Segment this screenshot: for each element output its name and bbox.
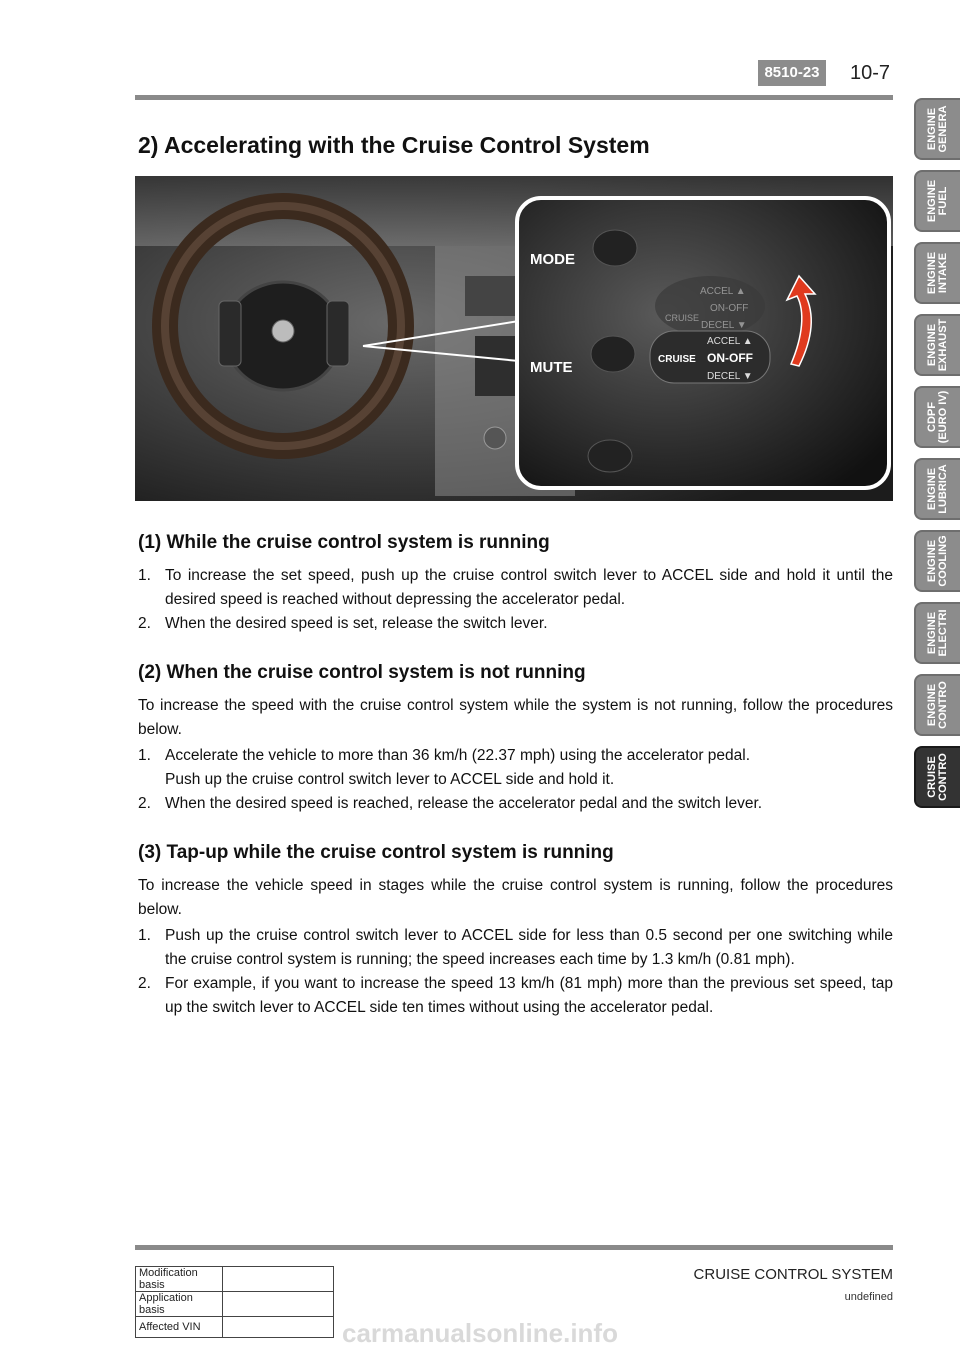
mute-label: MUTE — [530, 359, 573, 376]
section-heading: (1) While the cruise control system is running — [138, 532, 550, 553]
table-value — [223, 1292, 334, 1317]
tab-engine-cooling[interactable] — [914, 530, 960, 592]
list-item: 1. To increase the set speed, push up the cruise control switch lever to ACCEL side and hold it until the desired speed is reached without depressing the accelerator pedal. — [138, 567, 893, 608]
page-number: 10-7 — [850, 62, 891, 84]
tab-engine-control[interactable] — [914, 674, 960, 736]
lower-button — [588, 440, 632, 472]
step-list — [138, 744, 893, 816]
tab-label: ENGINE COOLING — [926, 535, 949, 587]
tab-engine-fuel[interactable] — [914, 170, 960, 232]
lower-lever-onoff: ON-OFF — [707, 351, 753, 365]
tab-label: ENGINE EXHAUST — [926, 318, 949, 372]
list-item: 2. When the desired speed is reached, release the accelerator pedal and the switch lever. — [138, 795, 763, 812]
list-item: 1. Accelerate the vehicle to more than 36 km/h (22.37 mph) using the accelerator pedal. Push up the cruise control switch lever to ACCEL side and hold it. — [138, 747, 751, 788]
footer-rule — [135, 1245, 893, 1250]
content — [138, 532, 893, 1046]
mode-label: MODE — [530, 251, 575, 268]
upper-lever-cruise: CRUISE — [665, 313, 700, 323]
mode-button — [593, 230, 637, 266]
section-intro: To increase the vehicle speed in stages while the cruise control system is running, follow the procedures below. — [138, 877, 893, 918]
section-tap-up — [138, 842, 893, 1020]
cruise-control-photo — [135, 176, 893, 501]
list-item: 1. Push up the cruise control switch lever to ACCEL side for less than 0.5 second per one switching while the cruise control system is running; the speed increases each time by 1.3 km/h (0.81 mph). — [138, 927, 893, 968]
lower-lever-decel: DECEL ▼ — [707, 371, 753, 382]
watermark: carmanualsonline.info — [342, 1318, 618, 1348]
tab-label: ENGINE INTAKE — [926, 251, 949, 295]
tab-engine-intake[interactable] — [914, 242, 960, 304]
step-list — [138, 924, 893, 1020]
header-rule — [135, 95, 893, 100]
tab-label: ENGINE CONTRO — [926, 681, 949, 729]
upper-lever-accel: ACCEL ▲ — [700, 286, 746, 297]
tab-engine-lubrication[interactable] — [914, 458, 960, 520]
tab-engine-electrical[interactable] — [914, 602, 960, 664]
section-not-running — [138, 662, 893, 816]
table-row — [136, 1292, 334, 1317]
tab-label: CDPF (EURO IV) — [926, 390, 949, 444]
section-intro: To increase the speed with the cruise control system while the system is not running, follow the procedures below. — [138, 697, 893, 738]
table-key: Affected VIN — [136, 1317, 223, 1338]
tab-engine-exhaust[interactable] — [914, 314, 960, 376]
table-value — [223, 1267, 334, 1292]
right-switch-cluster — [327, 301, 349, 366]
section-heading: (2) When the cruise control system is not running — [138, 662, 586, 683]
tab-label: ENGINE GENERA — [926, 105, 949, 153]
footer-title: CRUISE CONTROL SYSTEM — [693, 1266, 893, 1283]
tab-label: ENGINE LUBRICA — [926, 464, 949, 514]
page-title: 2) Accelerating with the Cruise Control System — [138, 132, 650, 158]
upper-lever-onoff: ON-OFF — [710, 303, 749, 314]
tab-cruise-control[interactable] — [914, 746, 960, 808]
step-list — [138, 564, 893, 636]
table-key: Modification basis — [136, 1267, 223, 1292]
lower-lever-cruise: CRUISE — [658, 354, 696, 365]
section-heading: (3) Tap-up while the cruise control system is running — [138, 842, 614, 863]
upper-lever-decel: DECEL ▼ — [701, 320, 747, 331]
lower-lever-accel: ACCEL ▲ — [707, 336, 753, 347]
brand-emblem — [272, 320, 294, 342]
section-running — [138, 532, 893, 636]
tab-label: CRUISE CONTRO — [926, 753, 949, 801]
section-code-badge: 8510-23 — [758, 60, 826, 86]
left-switch-cluster — [219, 301, 241, 366]
tab-label: ENGINE ELECTRI — [926, 609, 949, 657]
table-key: Application basis — [136, 1292, 223, 1317]
console-knob — [484, 427, 506, 449]
table-row — [136, 1267, 334, 1292]
tab-label: ENGINE FUEL — [926, 179, 949, 223]
list-item: 2. For example, if you want to increase the speed 13 km/h (81 mph) more than the previous set speed, tap up the switch lever to ACCEL side ten times without using the accelerator pedal. — [138, 975, 893, 1016]
tab-cdpf[interactable] — [914, 386, 960, 448]
list-item: 2. When the desired speed is set, release the switch lever. — [138, 615, 548, 632]
mute-button — [591, 336, 635, 372]
footer-subtitle: undefined — [844, 1291, 893, 1303]
tab-engine-general[interactable] — [914, 98, 960, 160]
